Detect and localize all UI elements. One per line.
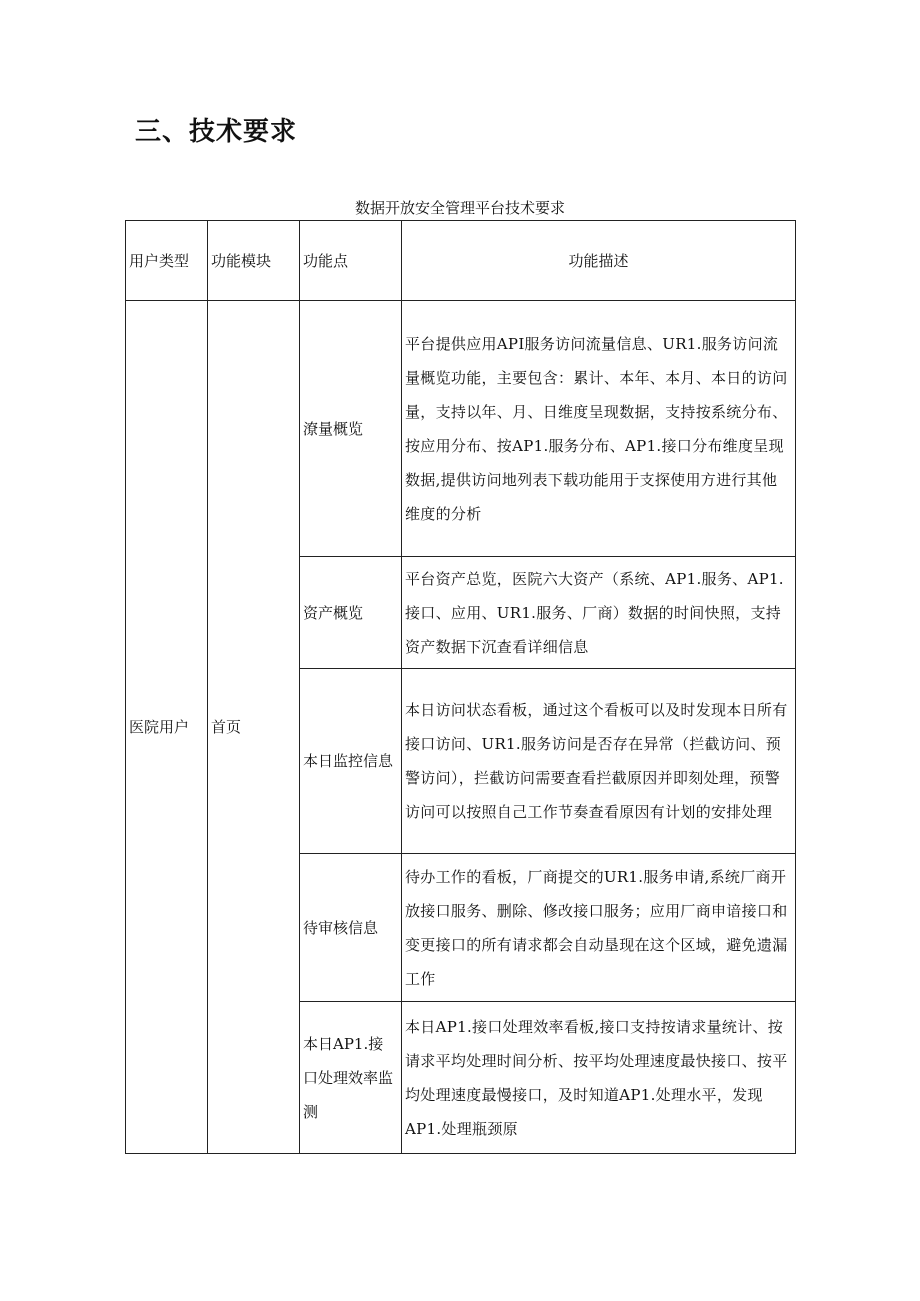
section-heading: 三、技术要求 xyxy=(135,117,298,147)
table-caption: 数据开放安全管理平台技术要求 xyxy=(354,199,565,217)
cell-feature: 资产概览 xyxy=(300,557,402,669)
cell-feature: 本日AP1.接口处理效率监测 xyxy=(300,1002,402,1154)
header-module: 功能模块 xyxy=(208,221,300,301)
table-row xyxy=(126,301,796,557)
cell-description: 本日访问状态看板，通过这个看板可以及时发现本日所有接口访问、UR1.服务访问是否存在异常（拦截访问、预警访问），拦截访问需要查看拦截原因并即刻处理，预警访问可以按照自己工作节奏查看原因有计划的安排处理 xyxy=(402,669,796,854)
header-feature: 功能点 xyxy=(300,221,402,301)
cell-module: 首页 xyxy=(208,301,300,1154)
cell-user-type: 医院用户 xyxy=(126,301,208,1154)
cell-description: 平台资产总览，医院六大资产（系统、AP1.服务、AP1.接口、应用、UR1.服务、厂商）数据的时间快照，支持资产数据下沉查看详细信息 xyxy=(402,557,796,669)
cell-feature: 待审核信息 xyxy=(300,854,402,1002)
cell-feature: 本日监控信息 xyxy=(300,669,402,854)
requirements-table xyxy=(125,220,796,1154)
header-description: 功能描述 xyxy=(402,221,796,301)
header-user-type: 用户类型 xyxy=(126,221,208,301)
cell-description: 本日AP1.接口处理效率看板,接口支持按请求量统计、按请求平均处理时间分析、按平均处理速度最快接口、按平均处理速度最慢接口，及时知道AP1.处理水平，发现AP1.处理瓶颈原 xyxy=(402,1002,796,1154)
cell-feature: 潦量概览 xyxy=(300,301,402,557)
cell-description: 待办工作的看板，厂商提交的UR1.服务申请,系统厂商开放接口服务、删除、修改接口服务；应用厂商申谙接口和变更接口的所有请求都会自动垦现在这个区域，避免遗漏工作 xyxy=(402,854,796,1002)
table-header-row xyxy=(126,221,796,301)
cell-description: 平台提供应用API服务访问流量信息、UR1.服务访问流量概览功能，主要包含：累计、本年、本月、本日的访问量，支持以年、月、日维度呈现数据，支持按系统分布、按应用分布、按AP1.服务分布、AP1.接口分布维度呈现数据,提供访问地列表下载功能用于支探使用方进行其他维度的分析 xyxy=(402,301,796,557)
